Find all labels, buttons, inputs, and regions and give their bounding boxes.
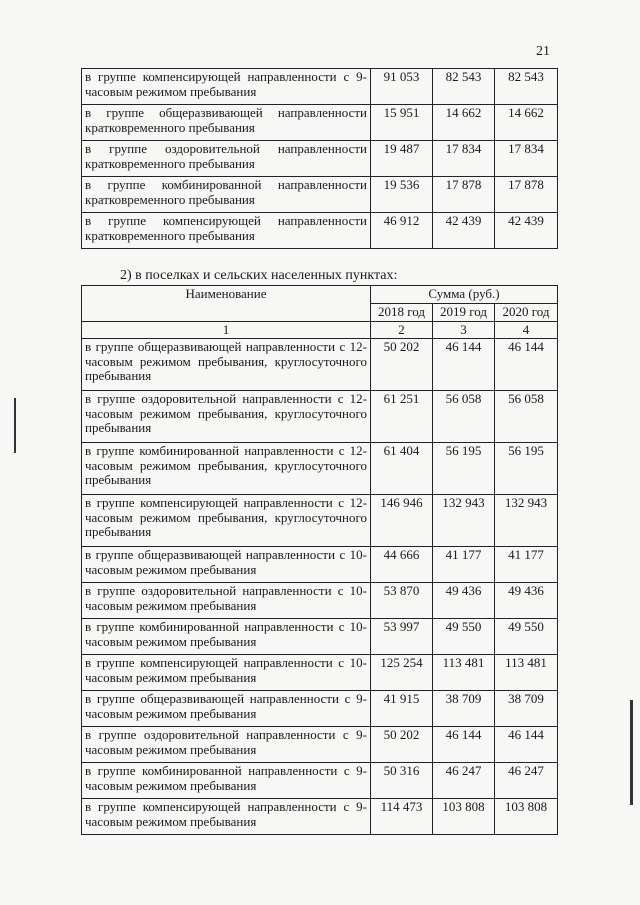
- row-name: в группе комбинированной направленности с 9-часовым режимом пребывания: [82, 763, 371, 799]
- scan-mark-right: [630, 700, 633, 805]
- row-name: в группе общеразвивающей направленности с 12-часовым режимом пребывания, круглосуточного пребывания: [82, 339, 371, 391]
- row-name: в группе комбинированной направленности с 12-часовым режимом пребывания, круглосуточного пребывания: [82, 443, 371, 495]
- value-2019: 41 177: [433, 547, 495, 583]
- value-2019: 46 144: [433, 727, 495, 763]
- row-name: в группе оздоровительной направленности с 12-часовым режимом пребывания, круглосуточного пребывания: [82, 391, 371, 443]
- value-2018: 146 946: [371, 495, 433, 547]
- value-2018: 61 251: [371, 391, 433, 443]
- table-row: [82, 177, 558, 213]
- value-2019: 56 195: [433, 443, 495, 495]
- value-2018: 125 254: [371, 655, 433, 691]
- header-year-2020: 2020 год: [495, 304, 558, 322]
- table-row: [82, 339, 558, 391]
- row-name: в группе оздоровительной направленности с 10-часовым режимом пребывания: [82, 583, 371, 619]
- header-sum: Сумма (руб.): [371, 286, 558, 304]
- header-year-2019: 2019 год: [433, 304, 495, 322]
- value-2020: 17 878: [495, 177, 558, 213]
- header-name: Наименование: [82, 286, 371, 322]
- value-2020: 41 177: [495, 547, 558, 583]
- funding-table-continued: [81, 68, 558, 249]
- header-col-number-2: 2: [371, 321, 433, 339]
- table-row: [82, 105, 558, 141]
- section-title-villages: 2) в поселках и сельских населенных пунктах:: [120, 268, 398, 283]
- table-row: [82, 763, 558, 799]
- value-2020: 46 247: [495, 763, 558, 799]
- value-2018: 53 870: [371, 583, 433, 619]
- table-row: [82, 583, 558, 619]
- table-row: [82, 495, 558, 547]
- value-2018: 19 536: [371, 177, 433, 213]
- row-name: в группе компенсирующей направленности кратковременного пребывания: [82, 213, 371, 249]
- value-2018: 50 202: [371, 339, 433, 391]
- table-row: [82, 391, 558, 443]
- value-2020: 46 144: [495, 339, 558, 391]
- table-row: [82, 141, 558, 177]
- value-2020: 132 943: [495, 495, 558, 547]
- row-name: в группе компенсирующей направленности с 9-часовым режимом пребывания: [82, 69, 371, 105]
- table-row: [82, 691, 558, 727]
- row-name: в группе оздоровительной направленности кратковременного пребывания: [82, 141, 371, 177]
- row-name: в группе компенсирующей направленности с 10-часовым режимом пребывания: [82, 655, 371, 691]
- funding-table-villages: [81, 285, 558, 835]
- value-2020: 42 439: [495, 213, 558, 249]
- value-2020: 82 543: [495, 69, 558, 105]
- value-2020: 113 481: [495, 655, 558, 691]
- value-2020: 49 436: [495, 583, 558, 619]
- scan-mark-left: [14, 398, 16, 453]
- value-2018: 114 473: [371, 799, 433, 835]
- value-2019: 38 709: [433, 691, 495, 727]
- header-col-number-3: 3: [433, 321, 495, 339]
- value-2020: 56 195: [495, 443, 558, 495]
- value-2019: 46 144: [433, 339, 495, 391]
- value-2019: 82 543: [433, 69, 495, 105]
- value-2019: 46 247: [433, 763, 495, 799]
- row-name: в группе компенсирующей направленности с 9-часовым режимом пребывания: [82, 799, 371, 835]
- table-row: [82, 443, 558, 495]
- table-row: [82, 619, 558, 655]
- value-2020: 17 834: [495, 141, 558, 177]
- value-2020: 14 662: [495, 105, 558, 141]
- table-row: [82, 655, 558, 691]
- value-2020: 103 808: [495, 799, 558, 835]
- value-2018: 53 997: [371, 619, 433, 655]
- row-name: в группе общеразвивающей направленности кратковременного пребывания: [82, 105, 371, 141]
- value-2019: 132 943: [433, 495, 495, 547]
- value-2019: 17 878: [433, 177, 495, 213]
- value-2020: 49 550: [495, 619, 558, 655]
- value-2018: 15 951: [371, 105, 433, 141]
- value-2019: 49 436: [433, 583, 495, 619]
- value-2018: 41 915: [371, 691, 433, 727]
- table-row: [82, 213, 558, 249]
- value-2020: 56 058: [495, 391, 558, 443]
- value-2019: 103 808: [433, 799, 495, 835]
- table-row: [82, 547, 558, 583]
- value-2018: 44 666: [371, 547, 433, 583]
- value-2019: 56 058: [433, 391, 495, 443]
- page-number: 21: [536, 44, 550, 59]
- value-2019: 17 834: [433, 141, 495, 177]
- value-2019: 49 550: [433, 619, 495, 655]
- value-2018: 19 487: [371, 141, 433, 177]
- value-2020: 46 144: [495, 727, 558, 763]
- value-2018: 61 404: [371, 443, 433, 495]
- row-name: в группе комбинированной направленности кратковременного пребывания: [82, 177, 371, 213]
- table-row: [82, 727, 558, 763]
- value-2018: 50 316: [371, 763, 433, 799]
- value-2018: 46 912: [371, 213, 433, 249]
- value-2019: 14 662: [433, 105, 495, 141]
- value-2019: 42 439: [433, 213, 495, 249]
- row-name: в группе общеразвивающей направленности с 9-часовым режимом пребывания: [82, 691, 371, 727]
- header-col-number-1: 1: [82, 321, 371, 339]
- header-year-2018: 2018 год: [371, 304, 433, 322]
- header-col-number-4: 4: [495, 321, 558, 339]
- value-2018: 91 053: [371, 69, 433, 105]
- table-row: [82, 69, 558, 105]
- row-name: в группе комбинированной направленности с 10-часовым режимом пребывания: [82, 619, 371, 655]
- row-name: в группе компенсирующей направленности с 12-часовым режимом пребывания, круглосуточного пребывания: [82, 495, 371, 547]
- value-2018: 50 202: [371, 727, 433, 763]
- value-2020: 38 709: [495, 691, 558, 727]
- row-name: в группе оздоровительной направленности с 9-часовым режимом пребывания: [82, 727, 371, 763]
- row-name: в группе общеразвивающей направленности с 10-часовым режимом пребывания: [82, 547, 371, 583]
- table-row: [82, 799, 558, 835]
- value-2019: 113 481: [433, 655, 495, 691]
